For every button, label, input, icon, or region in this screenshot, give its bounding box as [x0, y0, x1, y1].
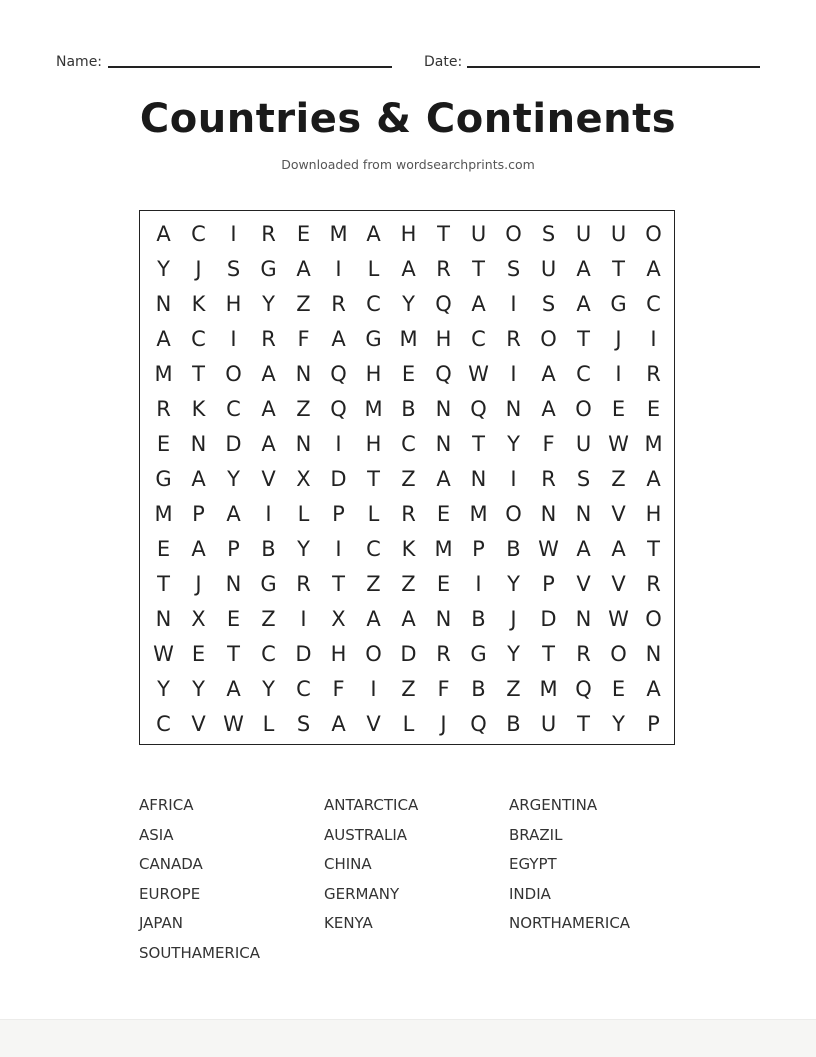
grid-letter[interactable]: C [576, 362, 591, 386]
grid-letter[interactable]: I [615, 362, 622, 386]
grid-letter[interactable]: R [646, 572, 661, 596]
grid-letter[interactable]: R [436, 257, 451, 281]
grid-row [146, 427, 671, 462]
grid-letter[interactable]: R [261, 327, 276, 351]
grid-letter[interactable]: Z [401, 467, 416, 491]
grid-letter[interactable]: Q [330, 362, 347, 386]
grid-letter[interactable]: A [191, 467, 206, 491]
grid-row [146, 567, 671, 602]
footer-bar [0, 1019, 816, 1057]
grid-letter[interactable]: R [646, 362, 661, 386]
grid-letter[interactable]: X [296, 467, 311, 491]
grid-letter[interactable]: T [577, 327, 590, 351]
grid-letter[interactable]: O [645, 222, 662, 246]
grid-row [146, 532, 671, 567]
grid-row [146, 392, 671, 427]
grid-letter[interactable]: E [156, 432, 171, 456]
grid-letter[interactable]: Y [157, 677, 170, 701]
word-list-item: CANADA [139, 855, 203, 873]
grid-letter[interactable]: I [510, 292, 517, 316]
grid-letter[interactable]: P [192, 502, 205, 526]
grid-letter[interactable]: W [608, 607, 629, 631]
word-list-item: NORTHAMERICA [509, 914, 631, 932]
grid-letter[interactable]: D [295, 642, 312, 666]
grid-letter[interactable]: L [297, 502, 310, 526]
grid-letter[interactable]: W [538, 537, 559, 561]
grid-letter[interactable]: T [367, 467, 380, 491]
source-text: Downloaded from wordsearchprints.com [281, 157, 535, 172]
grid-letter[interactable]: C [366, 537, 381, 561]
grid-letter[interactable]: T [577, 712, 590, 736]
grid-letter[interactable]: B [506, 712, 521, 736]
grid-letter[interactable]: B [261, 537, 276, 561]
grid-letter[interactable]: U [540, 712, 557, 736]
grid-letter[interactable]: B [471, 677, 486, 701]
grid-letter[interactable]: R [331, 292, 346, 316]
grid-row [146, 287, 671, 322]
grid-letter[interactable]: C [156, 712, 171, 736]
grid-letter[interactable]: A [296, 257, 311, 281]
grid-letter[interactable]: W [468, 362, 489, 386]
grid-letter[interactable]: C [191, 222, 206, 246]
word-list-item: EGYPT [509, 855, 557, 873]
grid-letter[interactable]: I [475, 572, 482, 596]
grid-row [146, 637, 671, 672]
grid-letter[interactable]: E [156, 537, 171, 561]
grid-letter[interactable]: O [505, 222, 522, 246]
grid-letter[interactable]: B [471, 607, 486, 631]
grid-letter[interactable]: N [435, 607, 452, 631]
grid-letter[interactable]: A [156, 222, 171, 246]
grid-letter[interactable]: A [541, 397, 556, 421]
grid-letter[interactable]: T [332, 572, 345, 596]
word-search-grid [139, 210, 675, 745]
grid-letter[interactable]: E [436, 502, 451, 526]
grid-letter[interactable]: T [612, 257, 625, 281]
grid-letter[interactable]: E [226, 607, 241, 631]
grid-letter[interactable]: R [296, 572, 311, 596]
grid-letter[interactable]: T [227, 642, 240, 666]
grid-letter[interactable]: P [227, 537, 240, 561]
grid-letter[interactable]: A [646, 677, 661, 701]
grid-letter[interactable]: A [191, 537, 206, 561]
grid-letter[interactable]: Z [296, 397, 311, 421]
grid-letter[interactable]: N [155, 607, 172, 631]
grid-row [146, 217, 671, 252]
grid-letter[interactable]: S [576, 467, 591, 491]
grid-letter[interactable]: Q [435, 292, 452, 316]
grid-letter[interactable]: I [510, 362, 517, 386]
grid-letter[interactable]: N [435, 432, 452, 456]
grid-letter[interactable]: B [401, 397, 416, 421]
grid-letter[interactable]: A [366, 222, 381, 246]
grid-letter[interactable]: K [191, 292, 206, 316]
grid-row [146, 707, 671, 742]
grid-letter[interactable]: R [156, 397, 171, 421]
grid-letter[interactable]: J [440, 712, 447, 736]
grid-letter[interactable]: N [575, 607, 592, 631]
grid-letter[interactable]: L [367, 502, 380, 526]
grid-letter[interactable]: E [296, 222, 311, 246]
grid-row [146, 672, 671, 707]
grid-letter[interactable]: A [226, 677, 241, 701]
grid-letter[interactable]: A [261, 397, 276, 421]
grid-letter[interactable]: R [401, 502, 416, 526]
date-label: Date: [424, 54, 463, 70]
grid-letter[interactable]: A [611, 537, 626, 561]
grid-letter[interactable]: J [615, 327, 622, 351]
grid-letter[interactable]: V [611, 572, 626, 596]
grid-letter[interactable]: O [645, 607, 662, 631]
grid-letter[interactable]: V [366, 712, 381, 736]
grid-letter[interactable]: Y [262, 292, 275, 316]
grid-letter[interactable]: N [155, 292, 172, 316]
grid-letter[interactable]: K [191, 397, 206, 421]
grid-letter[interactable]: M [154, 502, 173, 526]
grid-letter[interactable]: U [610, 222, 627, 246]
grid-letter[interactable]: Y [507, 432, 520, 456]
grid-letter[interactable]: M [154, 362, 173, 386]
grid-letter[interactable]: N [540, 502, 557, 526]
grid-letter[interactable]: A [576, 537, 591, 561]
word-list-item: AFRICA [139, 796, 194, 814]
grid-letter[interactable]: H [225, 292, 242, 316]
grid-letter[interactable]: O [610, 642, 627, 666]
grid-letter[interactable]: Z [611, 467, 626, 491]
grid-letter[interactable]: A [646, 467, 661, 491]
grid-letter[interactable]: A [436, 467, 451, 491]
grid-letter[interactable]: N [470, 467, 487, 491]
grid-row [146, 497, 671, 532]
grid-letter[interactable]: C [226, 397, 241, 421]
grid-letter[interactable]: R [261, 222, 276, 246]
grid-letter[interactable]: E [646, 397, 661, 421]
grid-letter[interactable]: O [540, 327, 557, 351]
grid-letter[interactable]: W [153, 642, 174, 666]
grid-letter[interactable]: Z [261, 607, 276, 631]
grid-letter[interactable]: M [644, 432, 663, 456]
grid-letter[interactable]: K [401, 537, 416, 561]
grid-letter[interactable]: T [472, 257, 485, 281]
grid-letter[interactable]: M [539, 677, 558, 701]
grid-letter[interactable]: C [401, 432, 416, 456]
page-title: Countries & Continents [139, 96, 677, 142]
grid-letter[interactable]: A [261, 432, 276, 456]
grid-letter[interactable]: E [191, 642, 206, 666]
grid-letter[interactable]: P [542, 572, 555, 596]
grid-letter[interactable]: V [576, 572, 591, 596]
grid-letter[interactable]: O [505, 502, 522, 526]
grid-letter[interactable]: C [191, 327, 206, 351]
grid-letter[interactable]: J [510, 607, 517, 631]
grid-letter[interactable]: T [192, 362, 205, 386]
grid-letter[interactable]: E [436, 572, 451, 596]
grid-letter[interactable]: E [401, 362, 416, 386]
grid-letter[interactable]: F [542, 432, 555, 456]
grid-letter[interactable]: I [230, 327, 237, 351]
grid-letter[interactable]: D [540, 607, 557, 631]
grid-letter[interactable]: P [472, 537, 485, 561]
grid-letter[interactable]: Y [262, 677, 275, 701]
grid-letter[interactable]: Y [297, 537, 310, 561]
grid-letter[interactable]: L [262, 712, 275, 736]
grid-letter[interactable]: U [540, 257, 557, 281]
grid-letter[interactable]: A [576, 292, 591, 316]
grid-letter[interactable]: A [646, 257, 661, 281]
grid-letter[interactable]: Q [575, 677, 592, 701]
grid-letter[interactable]: S [506, 257, 521, 281]
grid-letter[interactable]: J [195, 572, 202, 596]
word-list-item: ARGENTINA [509, 796, 598, 814]
grid-letter[interactable]: Z [401, 572, 416, 596]
grid-letter[interactable]: I [335, 432, 342, 456]
grid-letter[interactable]: A [261, 362, 276, 386]
word-list-item: ANTARCTICA [324, 796, 419, 814]
grid-letter[interactable]: Z [366, 572, 381, 596]
grid-letter[interactable]: Y [507, 572, 520, 596]
grid-letter[interactable]: O [365, 642, 382, 666]
grid-letter[interactable]: F [332, 677, 345, 701]
word-list-item: ASIA [139, 825, 174, 844]
grid-letter[interactable]: Z [296, 292, 311, 316]
grid-letter[interactable]: M [329, 222, 348, 246]
grid-letter[interactable]: F [437, 677, 450, 701]
grid-letter[interactable]: I [370, 677, 377, 701]
grid-letter[interactable]: A [541, 362, 556, 386]
grid-letter[interactable]: X [331, 607, 346, 631]
grid-letter[interactable]: I [335, 257, 342, 281]
grid-letter[interactable]: W [608, 432, 629, 456]
grid-letter[interactable]: T [647, 537, 660, 561]
grid-letter[interactable]: Q [470, 712, 487, 736]
grid-row [146, 462, 671, 497]
grid-letter[interactable]: V [261, 467, 276, 491]
grid-letter[interactable]: R [576, 642, 591, 666]
word-list-item: CHINA [324, 855, 372, 873]
grid-letter[interactable]: O [225, 362, 242, 386]
word-list-item: AUSTRALIA [324, 825, 408, 844]
grid-letter[interactable]: J [195, 257, 202, 281]
grid-letter[interactable]: S [296, 712, 311, 736]
grid-letter[interactable]: N [295, 362, 312, 386]
grid-letter[interactable]: H [330, 642, 347, 666]
grid-letter[interactable]: T [157, 572, 170, 596]
grid-letter[interactable]: G [260, 257, 277, 281]
grid-letter[interactable]: H [365, 362, 382, 386]
grid-letter[interactable]: N [575, 502, 592, 526]
grid-letter[interactable]: N [190, 432, 207, 456]
grid-letter[interactable]: A [471, 292, 486, 316]
grid-letter[interactable]: C [296, 677, 311, 701]
grid-letter[interactable]: P [332, 502, 345, 526]
grid-letter[interactable]: Q [330, 397, 347, 421]
grid-letter[interactable]: U [575, 432, 592, 456]
grid-letter[interactable]: S [541, 292, 556, 316]
grid-letter[interactable]: I [650, 327, 657, 351]
grid-letter[interactable]: Y [612, 712, 625, 736]
grid-letter[interactable]: U [470, 222, 487, 246]
grid-letter[interactable]: E [611, 397, 626, 421]
word-list-item: KENYA [324, 914, 373, 932]
grid-letter[interactable]: O [575, 397, 592, 421]
name-line[interactable] [108, 66, 392, 68]
word-list [139, 794, 699, 964]
grid-letter[interactable]: A [331, 327, 346, 351]
grid-letter[interactable]: A [401, 257, 416, 281]
grid-letter[interactable]: M [399, 327, 418, 351]
grid-letter[interactable]: S [226, 257, 241, 281]
grid-letter[interactable]: A [156, 327, 171, 351]
grid-letter[interactable]: A [226, 502, 241, 526]
grid-letter[interactable]: G [610, 292, 627, 316]
grid-letter[interactable]: C [366, 292, 381, 316]
word-list-item: JAPAN [139, 914, 183, 932]
grid-letter[interactable]: L [402, 712, 415, 736]
word-list-item: GERMANY [324, 884, 400, 903]
grid-letter[interactable]: T [437, 222, 450, 246]
grid-letter[interactable]: P [647, 712, 660, 736]
grid-letter[interactable]: H [645, 502, 662, 526]
grid-letter[interactable]: Q [470, 397, 487, 421]
grid-letter[interactable]: U [575, 222, 592, 246]
grid-letter[interactable]: C [261, 642, 276, 666]
word-list-item: SOUTHAMERICA [139, 943, 261, 962]
grid-letter[interactable]: I [230, 222, 237, 246]
word-list-item: INDIA [509, 884, 551, 903]
grid-letter[interactable]: M [434, 537, 453, 561]
grid-letter[interactable]: D [400, 642, 417, 666]
grid-letter[interactable]: A [331, 712, 346, 736]
grid-letter[interactable]: Q [435, 362, 452, 386]
grid-letter[interactable]: W [223, 712, 244, 736]
grid-letter[interactable]: I [335, 537, 342, 561]
grid-letter[interactable]: R [541, 467, 556, 491]
grid-letter[interactable]: V [611, 502, 626, 526]
grid-letter[interactable]: I [300, 607, 307, 631]
grid-letter[interactable]: Y [157, 257, 170, 281]
grid-letter[interactable]: A [401, 607, 416, 631]
grid-letter[interactable]: G [365, 327, 382, 351]
word-list-item: EUROPE [139, 884, 201, 903]
grid-letter[interactable]: S [541, 222, 556, 246]
grid-letter[interactable]: Z [401, 677, 416, 701]
grid-letter[interactable]: Y [402, 292, 415, 316]
grid-letter[interactable]: T [542, 642, 555, 666]
name-label: Name: [56, 54, 103, 70]
grid-letter[interactable]: A [366, 607, 381, 631]
grid-letter[interactable]: H [400, 222, 417, 246]
grid-letter[interactable]: M [364, 397, 383, 421]
grid-letter[interactable]: T [472, 432, 485, 456]
grid-letter[interactable]: V [191, 712, 206, 736]
grid-row [146, 252, 671, 287]
grid-letter[interactable]: D [225, 432, 242, 456]
grid-letter[interactable]: Y [227, 467, 240, 491]
grid-letter[interactable]: A [576, 257, 591, 281]
grid-letter[interactable]: I [510, 467, 517, 491]
grid-letter[interactable]: L [367, 257, 380, 281]
grid-letter[interactable]: N [225, 572, 242, 596]
grid-letter[interactable]: N [645, 642, 662, 666]
grid-letter[interactable]: G [260, 572, 277, 596]
grid-letter[interactable]: C [646, 292, 661, 316]
grid-letter[interactable]: X [191, 607, 206, 631]
grid-letter[interactable]: I [265, 502, 272, 526]
grid-letter[interactable]: F [297, 327, 310, 351]
grid-letter[interactable]: R [436, 642, 451, 666]
grid-row [146, 602, 671, 637]
grid-letter[interactable]: Y [507, 642, 520, 666]
grid-letter[interactable]: Y [192, 677, 205, 701]
grid-letter[interactable]: R [506, 327, 521, 351]
grid-letter[interactable]: H [435, 327, 452, 351]
grid-letter[interactable]: D [330, 467, 347, 491]
date-line[interactable] [467, 66, 760, 68]
grid-letter[interactable]: Z [506, 677, 521, 701]
grid-letter[interactable]: N [295, 432, 312, 456]
grid-row [146, 322, 671, 357]
word-list-item: BRAZIL [509, 825, 563, 844]
grid-letter[interactable]: H [365, 432, 382, 456]
grid-letter[interactable]: B [506, 537, 521, 561]
grid-letter[interactable]: G [155, 467, 172, 491]
grid-letter[interactable]: C [471, 327, 486, 351]
grid-letter[interactable]: N [435, 397, 452, 421]
grid-letter[interactable]: M [469, 502, 488, 526]
grid-row [146, 357, 671, 392]
grid-letter[interactable]: N [505, 397, 522, 421]
grid-letter[interactable]: E [611, 677, 626, 701]
grid-letter[interactable]: G [470, 642, 487, 666]
